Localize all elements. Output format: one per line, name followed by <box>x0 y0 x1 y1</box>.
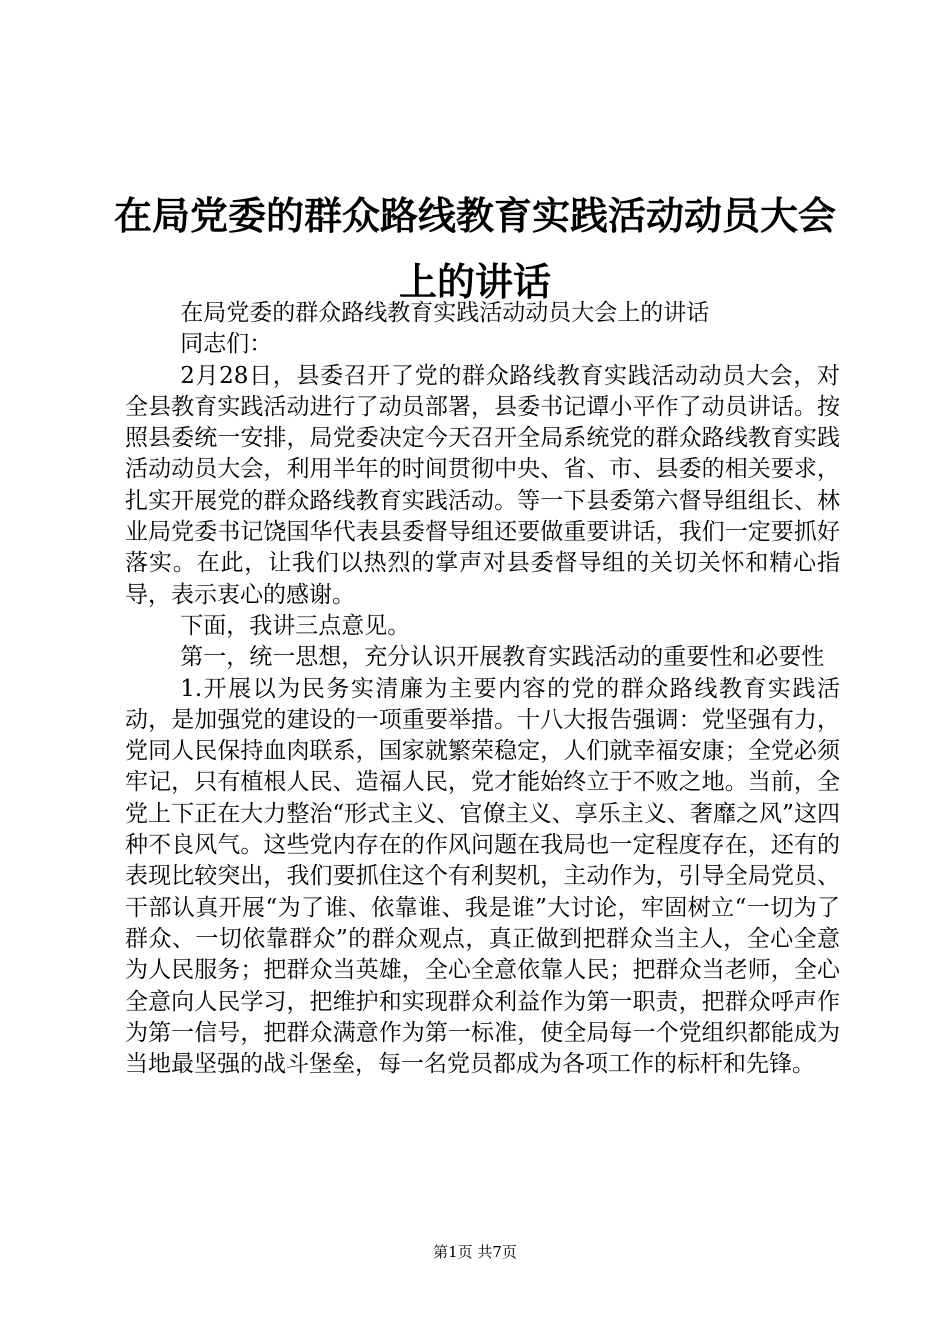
page-footer: 第1页 共7页 <box>433 1243 517 1261</box>
paragraph-point-1: 1.开展以为民务实清廉为主要内容的党的群众路线教育实践活动，是加强党的建设的一项重要举措。十八大报告强调：党坚强有力，党同人民保持血肉联系，国家就繁荣稳定，人们就幸福安康；全党必须牢记，只有植根人民、造福人民，党才能始终立于不败之地。当前，全党上下正在大力整治“形式主义、官僚主义、享乐主义、奢靡之风”这四种不良风气。这些党内存在的作风问题在我局也一定程度存在，还有的表现比较突出，我们要抓住这个有利契机，主动作为，引导全局党员、干部认真开展“为了谁、依靠谁、我是谁”大讨论，牢固树立“一切为了群众、一切依靠群众”的群众观点，真正做到把群众当主人，全心全意为人民服务；把群众当英雄，全心全意依靠人民；把群众当老师，全心全意向人民学习，把维护和实现群众利益作为第一职责，把群众呼声作为第一信号，把群众满意作为第一标准，使全局每一个党组织都能成为当地最坚强的战斗堡垒，每一名党员都成为各项工作的标杆和先锋。 <box>125 675 840 1078</box>
paragraph-section-heading: 第一，统一思想，充分认识开展教育实践活动的重要性和必要性 <box>180 644 825 671</box>
paragraph-salutation: 同志们： <box>180 331 273 358</box>
paragraph-subtitle: 在局党委的群众路线教育实践活动动员大会上的讲话 <box>180 300 710 326</box>
paragraph-outline: 下面，我讲三点意见。 <box>180 612 411 639</box>
paragraph-intro: 2月28日，县委召开了党的群众路线教育实践活动动员大会，对全县教育实践活动进行了动员部署，县委书记谭小平作了动员讲话。按照县委统一安排，局党委决定今天召开全局系统党的群众路线教育实践活动动员大会，利用半年的时间贯彻中央、省、市、县委的相关要求，扎实开展党的群众路线教育实践活动。等一下县委第六督导组组长、林业局党委书记饶国华代表县委督导组还要做重要讲话，我们一定要抓好落实。在此，让我们以热烈的掌声对县委督导组的关切关怀和精心指导，表示衷心的感谢。 <box>125 362 840 608</box>
document-title: 在局党委的群众路线教育实践活动动员大会上的讲话 <box>113 193 836 304</box>
document-body <box>125 298 840 1080</box>
